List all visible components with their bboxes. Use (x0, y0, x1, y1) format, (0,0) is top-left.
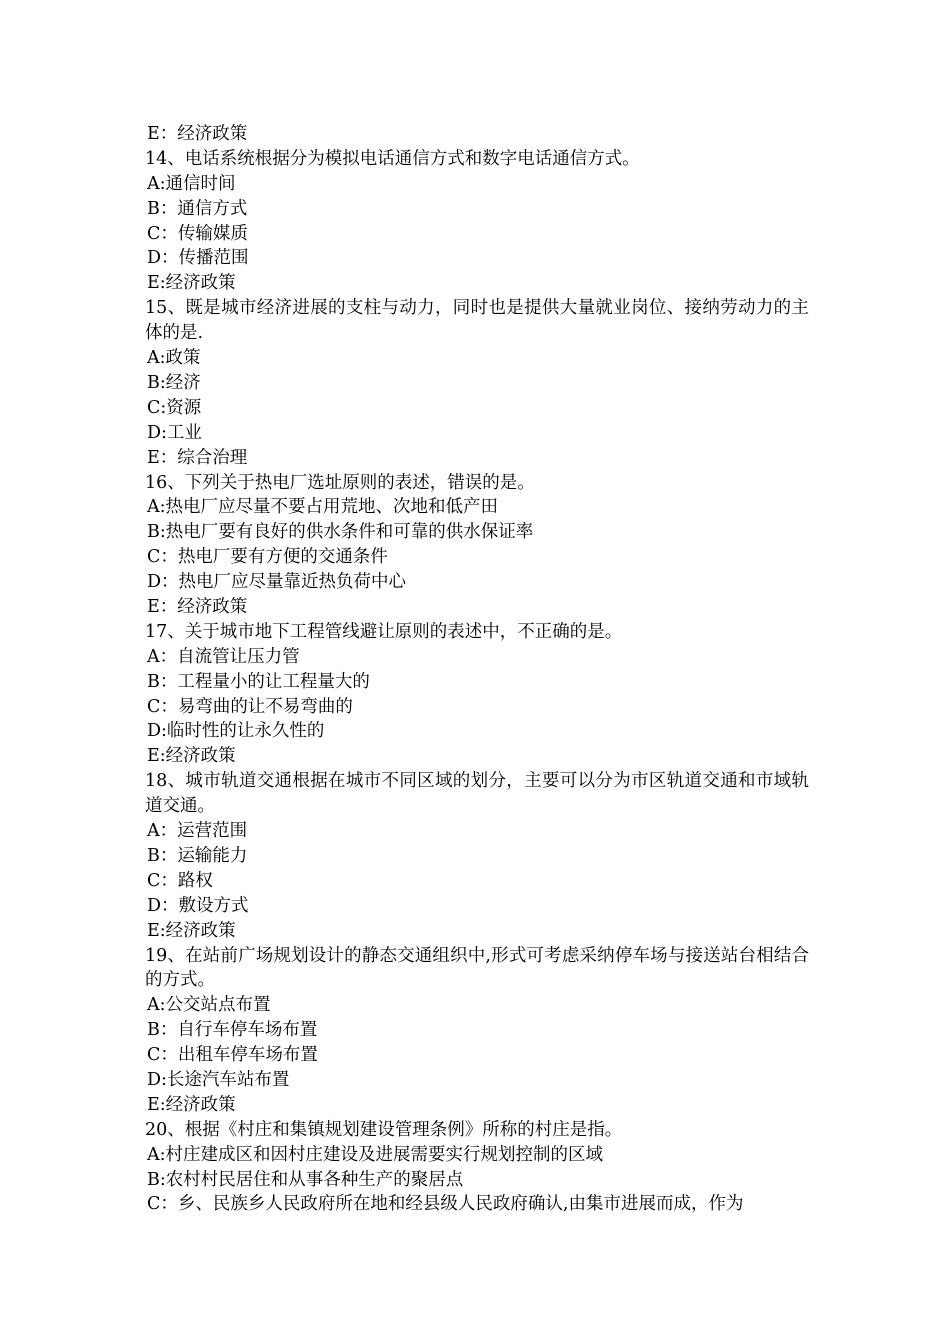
answer-option: D:长途汽车站布置 (147, 1069, 290, 1090)
question-text: 15、既是城市经济进展的支柱与动力，同时也是提供大量就业岗位、接纳劳动力的主体的是. (145, 298, 809, 344)
question-text: 14、电话系统根据分为模拟电话通信方式和数字电话通信方式。 (145, 148, 640, 169)
answer-option: A:公交站点布置 (147, 995, 271, 1016)
answer-option: A：运营范围 (147, 821, 248, 842)
answer-option: E:经济政策 (147, 273, 236, 294)
answer-option: C：路权 (147, 870, 213, 891)
answer-option: C：易弯曲的让不易弯曲的 (147, 696, 353, 717)
answer-option: E:经济政策 (147, 920, 236, 941)
answer-option: D:工业 (147, 422, 202, 443)
question-text: 18、城市轨道交通根据在城市不同区域的划分，主要可以分为市区轨道交通和市域轨道交通。 (145, 771, 809, 817)
question-text: 17、关于城市地下工程管线避让原则的表述中，不正确的是。 (145, 621, 623, 642)
document-body (145, 122, 809, 1217)
answer-option: C：传输媒质 (147, 223, 248, 244)
answer-option: C：热电厂要有方便的交通条件 (147, 547, 388, 568)
answer-option: E:经济政策 (147, 1094, 236, 1115)
answer-option: B：自行车停车场布置 (147, 1020, 318, 1041)
answer-option: B:热电厂要有良好的供水条件和可靠的供水保证率 (147, 522, 534, 543)
answer-option: E：经济政策 (147, 596, 248, 617)
answer-option: C：出租车停车场布置 (147, 1045, 318, 1066)
answer-option: E：经济政策 (147, 124, 248, 144)
answer-option: B：通信方式 (147, 198, 248, 219)
answer-option: A:村庄建成区和因村庄建设及进展需要实行规划控制的区域 (147, 1144, 604, 1165)
answer-option: C：乡、民族乡人民政府所在地和经县级人民政府确认,由集市进展而成，作为 (147, 1194, 744, 1215)
answer-option: D：传播范围 (147, 248, 249, 269)
answer-option: B:经济 (147, 372, 201, 393)
answer-option: A：自流管让压力管 (147, 646, 300, 667)
answer-option: B:农村村民居住和从事各种生产的聚居点 (147, 1169, 464, 1190)
answer-option: C:资源 (147, 397, 202, 418)
answer-option: A:政策 (147, 348, 201, 369)
answer-option: D：热电厂应尽量靠近热负荷中心 (147, 572, 407, 593)
answer-option: A:通信时间 (147, 173, 236, 194)
answer-option: D：敷设方式 (147, 895, 249, 916)
answer-option: E：综合治理 (147, 447, 248, 468)
answer-option: A:热电厂应尽量不要占用荒地、次地和低产田 (147, 497, 499, 518)
answer-option: B：工程量小的让工程量大的 (147, 671, 370, 692)
answer-option: B：运输能力 (147, 845, 248, 866)
question-text: 20、根据《村庄和集镇规划建设管理条例》所称的村庄是指。 (145, 1119, 623, 1140)
answer-option: D:临时性的让永久性的 (147, 721, 325, 742)
question-text: 19、在站前广场规划设计的静态交通组织中,形式可考虑采纳停车场与接送站台相结合的方式。 (145, 945, 809, 991)
question-text: 16、下列关于热电厂选址原则的表述，错误的是。 (145, 472, 535, 493)
answer-option: E:经济政策 (147, 746, 236, 767)
